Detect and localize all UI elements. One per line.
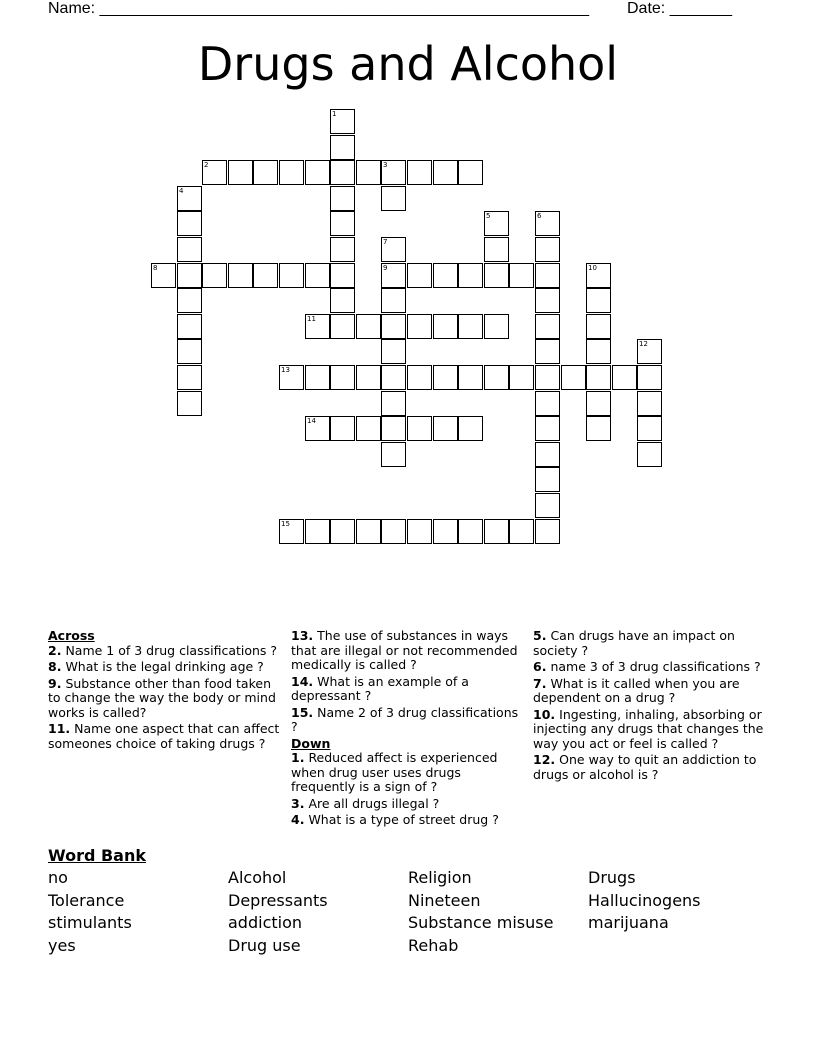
word-bank-item: Alcohol bbox=[228, 868, 287, 887]
word-bank-item: marijuana bbox=[588, 913, 669, 932]
word-bank-item: Rehab bbox=[408, 936, 459, 955]
crossword-cell[interactable] bbox=[177, 365, 202, 390]
clue-down-5: 5. Can drugs have an impact on society ? bbox=[533, 628, 735, 658]
crossword-cell[interactable] bbox=[458, 519, 483, 544]
crossword-cell[interactable] bbox=[177, 288, 202, 313]
crossword-cell[interactable] bbox=[177, 211, 202, 236]
crossword-cell[interactable] bbox=[535, 211, 560, 236]
crossword-cell[interactable] bbox=[484, 211, 509, 236]
crossword-cell[interactable] bbox=[381, 237, 406, 262]
crossword-cell[interactable] bbox=[177, 237, 202, 262]
clue-across-11: 11. Name one aspect that can affect someones choice of taking drugs ? bbox=[48, 721, 280, 751]
word-bank-item: no bbox=[48, 868, 68, 887]
crossword-cell[interactable] bbox=[433, 365, 458, 390]
crossword-cell[interactable] bbox=[561, 365, 586, 390]
name-line: Name: _______________________________________________________ bbox=[48, 0, 589, 17]
crossword-cell[interactable] bbox=[356, 416, 381, 441]
crossword-cell[interactable] bbox=[330, 519, 355, 544]
crossword-cell[interactable] bbox=[330, 135, 355, 160]
word-bank-item: Depressants bbox=[228, 891, 328, 910]
crossword-cell[interactable] bbox=[637, 442, 662, 467]
crossword-cell[interactable] bbox=[330, 211, 355, 236]
clue-across-9: 9. Substance other than food taken to change the way the body or mind works is called? bbox=[48, 675, 276, 720]
crossword-cell[interactable] bbox=[356, 160, 381, 185]
crossword-cell[interactable] bbox=[535, 467, 560, 492]
crossword-cell[interactable] bbox=[407, 263, 432, 288]
word-bank-item: Hallucinogens bbox=[588, 891, 701, 910]
crossword-cell[interactable] bbox=[586, 365, 611, 390]
clue-down-1: 1. Reduced affect is experienced when drug user uses drugs frequently is a sign of ? bbox=[291, 750, 498, 794]
word-bank-title: Word Bank bbox=[48, 846, 147, 865]
clue-across-8: 8. What is the legal drinking age ? bbox=[48, 659, 264, 674]
crossword-cell[interactable] bbox=[356, 519, 381, 544]
crossword-cell[interactable] bbox=[458, 416, 483, 441]
crossword-cell[interactable] bbox=[458, 263, 483, 288]
crossword-cell[interactable] bbox=[305, 519, 330, 544]
crossword-cell[interactable] bbox=[151, 263, 176, 288]
crossword-cell[interactable] bbox=[535, 314, 560, 339]
clue-across-2: 2. Name 1 of 3 drug classifications ? bbox=[48, 642, 278, 658]
word-bank-item: Substance misuse bbox=[408, 913, 554, 932]
crossword-cell[interactable] bbox=[586, 288, 611, 313]
clue-number: 13 bbox=[281, 366, 290, 374]
crossword-cell[interactable] bbox=[381, 339, 406, 364]
crossword-cell[interactable] bbox=[407, 160, 432, 185]
clue-number: 7 bbox=[383, 238, 388, 246]
crossword-cell[interactable] bbox=[381, 365, 406, 390]
crossword-cell[interactable] bbox=[586, 339, 611, 364]
crossword-cell[interactable] bbox=[381, 288, 406, 313]
crossword-cell[interactable] bbox=[637, 339, 662, 364]
crossword-cell[interactable] bbox=[509, 263, 534, 288]
crossword-cell[interactable] bbox=[177, 339, 202, 364]
crossword-cell[interactable] bbox=[407, 416, 432, 441]
crossword-cell[interactable] bbox=[381, 314, 406, 339]
word-bank-item: yes bbox=[48, 936, 76, 955]
crossword-cell[interactable] bbox=[330, 160, 355, 185]
crossword-cell[interactable] bbox=[637, 391, 662, 416]
crossword-cell[interactable] bbox=[177, 314, 202, 339]
crossword-cell[interactable] bbox=[279, 519, 304, 544]
crossword-cell[interactable] bbox=[586, 391, 611, 416]
crossword-cell[interactable] bbox=[612, 365, 637, 390]
crossword-cell[interactable] bbox=[279, 263, 304, 288]
clue-across-14: 14. What is an example of a depressant ? bbox=[291, 673, 469, 703]
word-bank-item: Religion bbox=[408, 868, 472, 887]
crossword-cell[interactable] bbox=[330, 237, 355, 262]
crossword-cell[interactable] bbox=[484, 263, 509, 288]
crossword-cell[interactable] bbox=[586, 314, 611, 339]
crossword-cell[interactable] bbox=[535, 365, 560, 390]
crossword-cell[interactable] bbox=[279, 365, 304, 390]
crossword-cell[interactable] bbox=[356, 365, 381, 390]
crossword-cell[interactable] bbox=[330, 365, 355, 390]
clue-number: 10 bbox=[588, 264, 597, 272]
crossword-cell[interactable] bbox=[330, 288, 355, 313]
crossword-cell[interactable] bbox=[407, 314, 432, 339]
crossword-cell[interactable] bbox=[381, 416, 406, 441]
crossword-cell[interactable] bbox=[433, 160, 458, 185]
clue-number: 11 bbox=[307, 315, 316, 323]
crossword-cell[interactable] bbox=[458, 160, 483, 185]
clue-number: 1 bbox=[332, 110, 337, 118]
clue-down-6: 6. name 3 of 3 drug classifications ? bbox=[533, 659, 761, 674]
crossword-cell[interactable] bbox=[535, 263, 560, 288]
word-bank-item: addiction bbox=[228, 913, 303, 932]
crossword-cell[interactable] bbox=[330, 109, 355, 134]
crossword-cell[interactable] bbox=[305, 416, 330, 441]
crossword-cell[interactable] bbox=[433, 314, 458, 339]
word-bank-item: Drugs bbox=[588, 868, 636, 887]
crossword-cell[interactable] bbox=[509, 519, 534, 544]
crossword-cell[interactable] bbox=[433, 416, 458, 441]
crossword-cell[interactable] bbox=[177, 391, 202, 416]
clue-number: 2 bbox=[204, 161, 209, 169]
crossword-cell[interactable] bbox=[228, 263, 253, 288]
clue-down-12: 12. One way to quit an addiction to drugs or alcohol is ? bbox=[533, 752, 757, 782]
clue-number: 9 bbox=[383, 264, 388, 272]
crossword-cell[interactable] bbox=[535, 442, 560, 467]
crossword-cell[interactable] bbox=[305, 263, 330, 288]
crossword-cell[interactable] bbox=[330, 263, 355, 288]
crossword-cell[interactable] bbox=[535, 288, 560, 313]
crossword-cell[interactable] bbox=[407, 365, 432, 390]
crossword-cell[interactable] bbox=[305, 160, 330, 185]
crossword-cell[interactable] bbox=[586, 416, 611, 441]
crossword-cell[interactable] bbox=[305, 314, 330, 339]
crossword-cell[interactable] bbox=[177, 263, 202, 288]
page-title: Drugs and Alcohol bbox=[197, 37, 619, 91]
clue-down-7: 7. What is it called when you are dependent on a drug ? bbox=[533, 675, 740, 705]
crossword-cell[interactable] bbox=[381, 263, 406, 288]
crossword-cell[interactable] bbox=[381, 391, 406, 416]
crossword-cell[interactable] bbox=[381, 186, 406, 211]
crossword-cell[interactable] bbox=[228, 160, 253, 185]
word-bank-item: stimulants bbox=[48, 913, 132, 932]
crossword-cell[interactable] bbox=[535, 493, 560, 518]
clues-column-2 bbox=[291, 629, 523, 830]
date-line: Date: _______ bbox=[627, 0, 732, 17]
crossword-cell[interactable] bbox=[253, 160, 278, 185]
crossword-cell[interactable] bbox=[484, 237, 509, 262]
crossword-cell[interactable] bbox=[381, 442, 406, 467]
crossword-cell[interactable] bbox=[535, 416, 560, 441]
crossword-cell[interactable] bbox=[381, 160, 406, 185]
crossword-cell[interactable] bbox=[535, 519, 560, 544]
crossword-cell[interactable] bbox=[330, 416, 355, 441]
clues-column-1 bbox=[48, 629, 280, 753]
clue-number: 4 bbox=[179, 187, 184, 195]
crossword-cell[interactable] bbox=[202, 160, 227, 185]
crossword-cell[interactable] bbox=[535, 391, 560, 416]
crossword-cell[interactable] bbox=[381, 519, 406, 544]
crossword-cell[interactable] bbox=[637, 365, 662, 390]
crossword-cell[interactable] bbox=[484, 314, 509, 339]
crossword-cell[interactable] bbox=[484, 365, 509, 390]
word-bank-item: Tolerance bbox=[48, 891, 125, 910]
crossword-cell[interactable] bbox=[330, 314, 355, 339]
crossword-cell[interactable] bbox=[458, 365, 483, 390]
crossword-cell[interactable] bbox=[586, 263, 611, 288]
across-heading: Across bbox=[48, 628, 95, 643]
clue-across-13: 13. The use of substances in ways that are illegal or not recommended medically is called ? bbox=[291, 628, 518, 672]
crossword-cell[interactable] bbox=[202, 263, 227, 288]
crossword-cell[interactable] bbox=[279, 160, 304, 185]
clue-number: 14 bbox=[307, 417, 316, 425]
word-bank-item: Drug use bbox=[228, 936, 301, 955]
clue-number: 5 bbox=[486, 212, 491, 220]
word-bank-item: Nineteen bbox=[408, 891, 481, 910]
clue-number: 15 bbox=[281, 520, 290, 528]
clue-number: 3 bbox=[383, 161, 388, 169]
clue-number: 6 bbox=[537, 212, 542, 220]
crossword-cell[interactable] bbox=[356, 314, 381, 339]
crossword-cell[interactable] bbox=[484, 519, 509, 544]
crossword-cell[interactable] bbox=[637, 416, 662, 441]
crossword-cell[interactable] bbox=[509, 365, 534, 390]
clue-number: 12 bbox=[639, 340, 648, 348]
crossword-cell[interactable] bbox=[407, 519, 432, 544]
crossword-cell[interactable] bbox=[535, 339, 560, 364]
clue-number: 8 bbox=[153, 264, 158, 272]
crossword-cell[interactable] bbox=[253, 263, 278, 288]
crossword-cell[interactable] bbox=[433, 519, 458, 544]
down-heading: Down bbox=[291, 735, 331, 751]
clue-down-3: 3. Are all drugs illegal ? bbox=[291, 795, 440, 811]
clues-column-3 bbox=[533, 629, 765, 784]
clue-across-15: 15. Name 2 of 3 drug classifications ? bbox=[291, 704, 519, 734]
crossword-cell[interactable] bbox=[177, 186, 202, 211]
crossword-cell[interactable] bbox=[535, 237, 560, 262]
crossword-cell[interactable] bbox=[433, 263, 458, 288]
clue-down-10: 10. Ingesting, inhaling, absorbing or injecting any drugs that changes the way you act or feel is called ? bbox=[533, 706, 764, 751]
clue-down-4: 4. What is a type of street drug ? bbox=[291, 812, 499, 827]
crossword-cell[interactable] bbox=[330, 186, 355, 211]
crossword-cell[interactable] bbox=[458, 314, 483, 339]
crossword-cell[interactable] bbox=[305, 365, 330, 390]
